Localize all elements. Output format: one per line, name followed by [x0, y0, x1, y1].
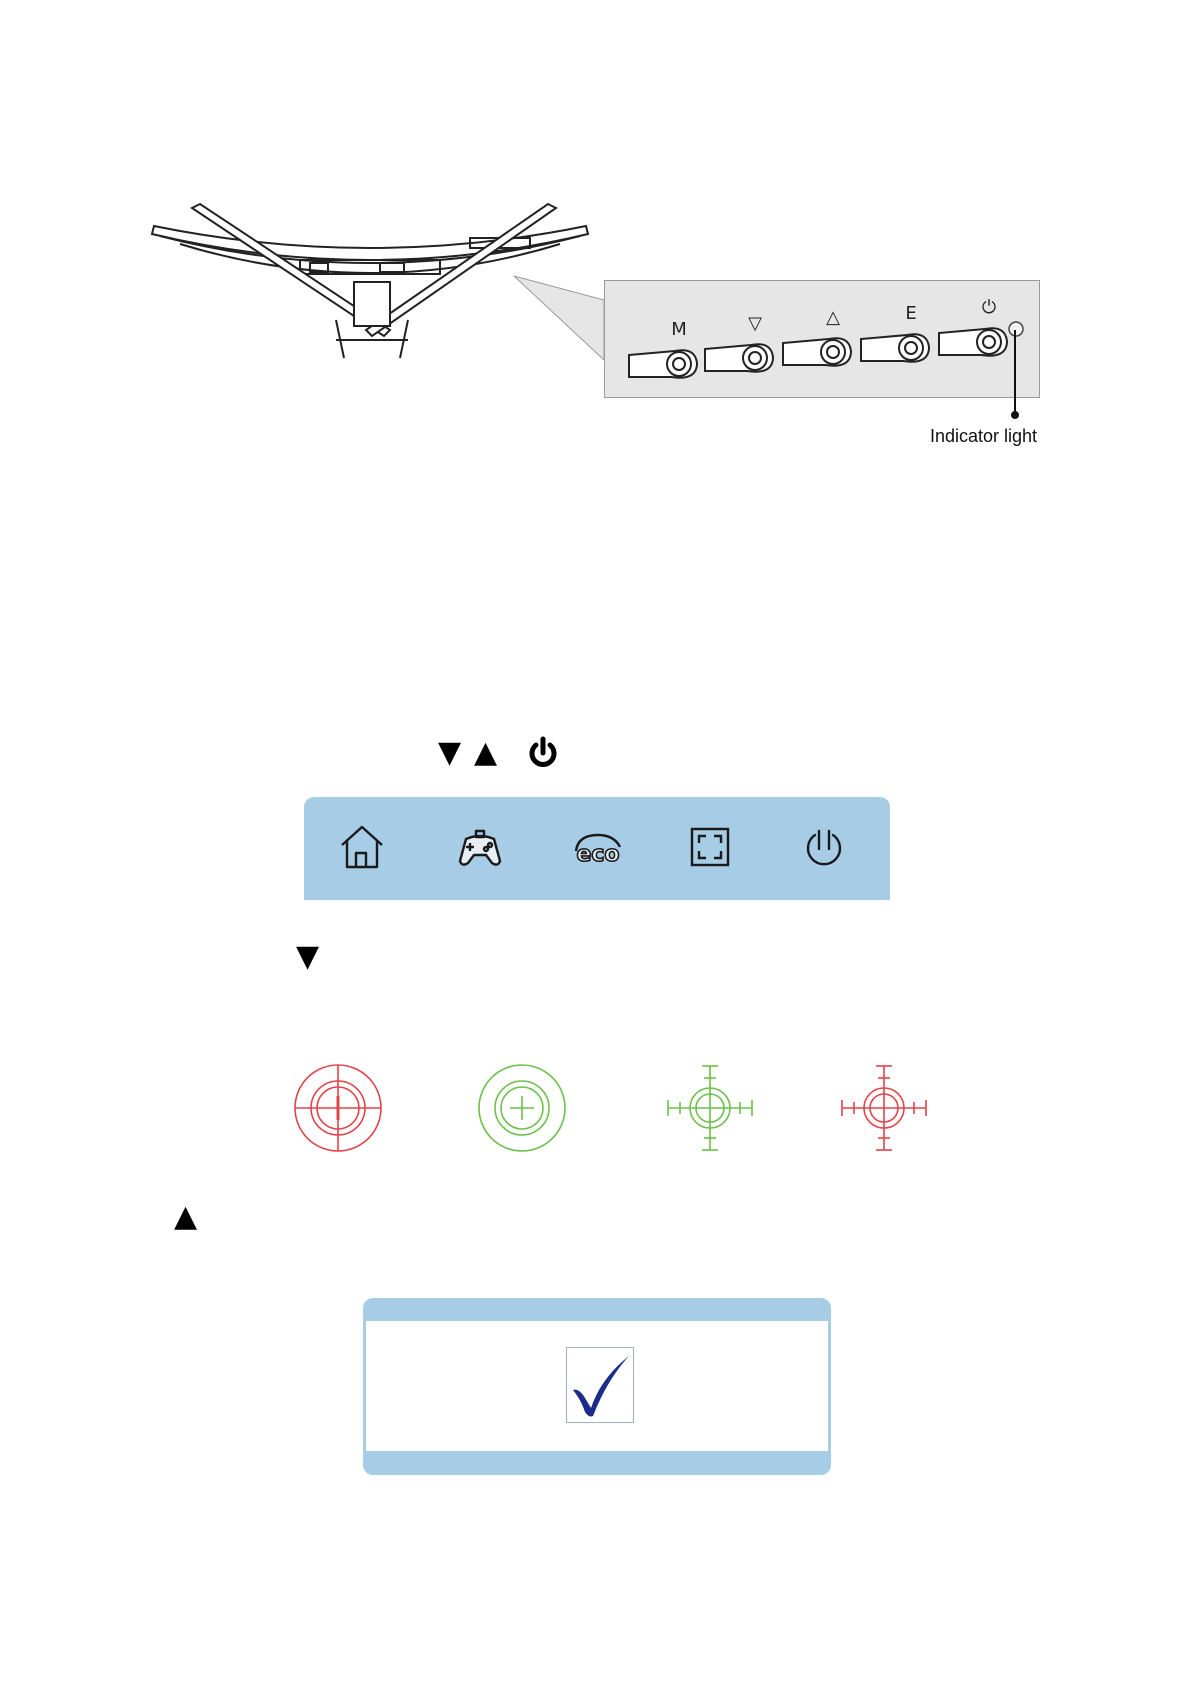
- home-icon[interactable]: [336, 821, 388, 873]
- menu-button[interactable]: [629, 319, 697, 378]
- panel-button-label: ▽: [748, 313, 762, 334]
- panel-button-label: E: [905, 303, 917, 324]
- down-triangle-symbol: ▼: [438, 735, 462, 770]
- exit-button[interactable]: [861, 303, 929, 362]
- up-triangle-symbol-2: ▲: [174, 1199, 198, 1234]
- panel-button-label: △: [826, 307, 840, 328]
- panel-button-label: ⏻: [981, 297, 997, 318]
- indicator-leader-line: [1010, 330, 1020, 420]
- up-arrow-button[interactable]: [783, 307, 851, 366]
- indicator-light-label: Indicator light: [930, 426, 1038, 446]
- down-arrow-button[interactable]: [705, 313, 773, 372]
- eco-text: eco: [576, 842, 620, 867]
- up-triangle-symbol: ▲: [474, 735, 498, 770]
- aspect-ratio-icon[interactable]: [684, 821, 736, 873]
- confirm-dialog-body: [366, 1321, 828, 1451]
- crosshair-green-scope-icon[interactable]: [664, 1062, 756, 1154]
- panel-button-label: M: [671, 319, 687, 340]
- gamepad-icon[interactable]: [454, 821, 506, 873]
- confirm-dialog: [363, 1298, 831, 1475]
- confirm-checkbox[interactable]: [566, 1347, 634, 1423]
- power-icon: [528, 736, 558, 770]
- crosshair-green-circle-icon[interactable]: [476, 1062, 568, 1154]
- panel-buttons-drawing: [605, 281, 1041, 399]
- down-triangle-symbol-2: ▼: [296, 939, 320, 974]
- checkmark-icon: [567, 1348, 633, 1422]
- button-panel-detail: [604, 280, 1040, 398]
- power-icon[interactable]: [798, 821, 850, 873]
- eco-icon[interactable]: [568, 821, 628, 873]
- quick-menu-bar: [304, 797, 890, 900]
- power-button[interactable]: [939, 297, 1007, 356]
- crosshair-red-circle-icon[interactable]: [292, 1062, 384, 1154]
- crosshair-red-scope-icon[interactable]: [838, 1062, 930, 1154]
